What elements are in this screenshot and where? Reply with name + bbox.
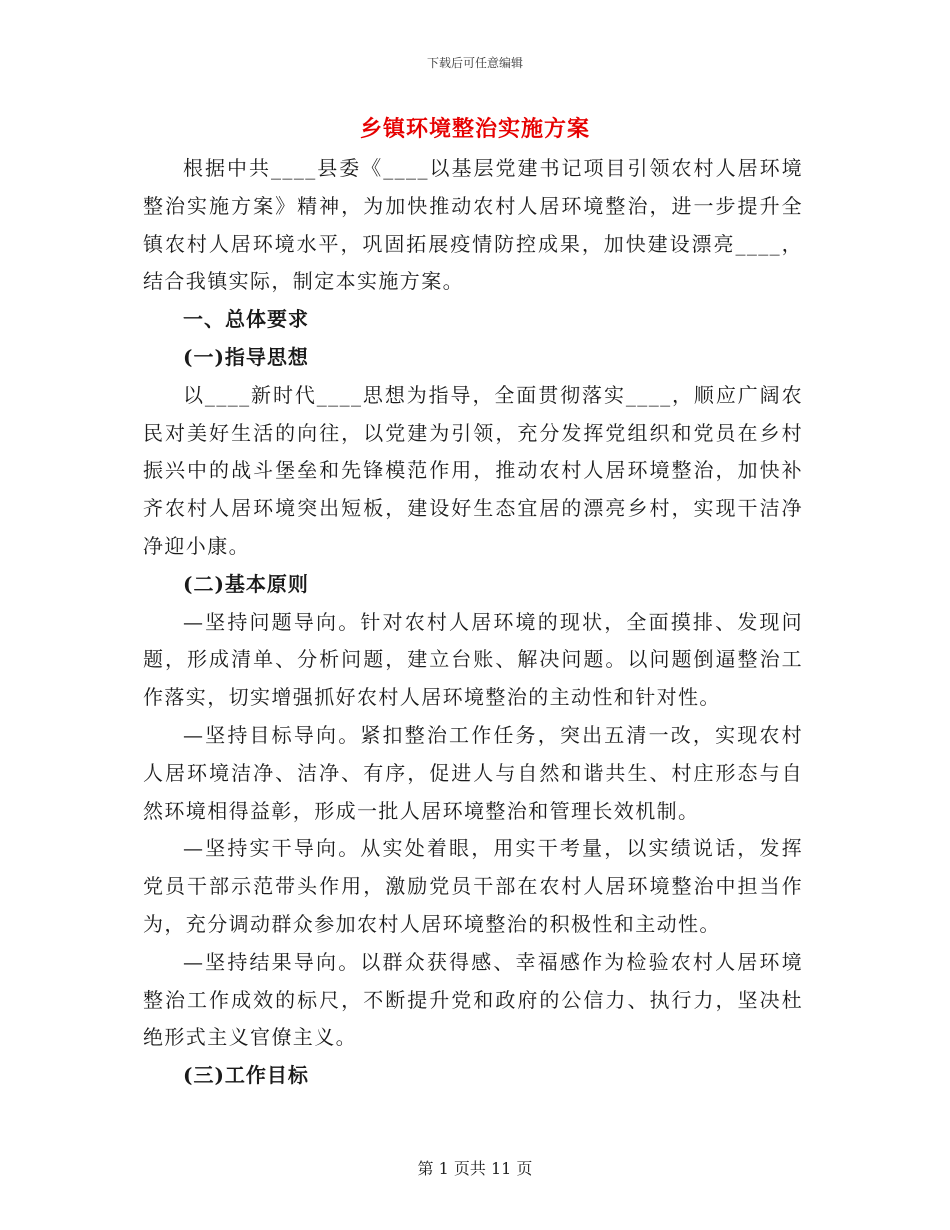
document-body: [143, 150, 803, 1095]
page-number-footer: 第 1 页共 11 页: [417, 1159, 533, 1178]
principle-goal-oriented: —坚持目标导向。紧扣整治工作任务，突出五清一改，实现农村人居环境洁净、洁净、有序，促进人与自然和谐共生、村庄形态与自然环境相得益彰，形成一批人居环境整治和管理长效机制。: [143, 722, 803, 823]
subsection-heading-basic-principles: (二)基本原则: [183, 571, 309, 596]
principle-practical-oriented: —坚持实干导向。从实处着眼，用实干考量，以实绩说话，发挥党员干部示范带头作用，激励党员干部在农村人居环境整治中担当作为，充分调动群众参加农村人居环境整治的积极性和主动性。: [143, 836, 803, 936]
subsection-heading-guiding-thought: (一)指导思想: [183, 344, 309, 369]
header-note: 下载后可任意编辑: [426, 56, 523, 70]
subsection-heading-work-goals: (三)工作目标: [183, 1063, 309, 1088]
document-title: 乡镇环境整治实施方案: [359, 116, 590, 142]
principle-problem-oriented: —坚持问题导向。针对农村人居环境的现状，全面摸排、发现问题，形成清单、分析问题，建立台账、解决问题。以问题倒逼整治工作落实，切实增强抓好农村人居环境整治的主动性和针对性。: [143, 609, 803, 710]
guiding-thought-paragraph: 以____新时代____思想为指导，全面贯彻落实____，顺应广阔农民对美好生活的向往，以党建为引领，充分发挥党组织和党员在乡村振兴中的战斗堡垒和先锋模范作用，推动农村人居环境整治，加快补齐农村人居环境突出短板，建设好生态宜居的漂亮乡村，实现干洁净净迎小康。: [143, 382, 803, 558]
section-heading-general-requirements: 一、总体要求: [183, 307, 309, 332]
principle-result-oriented: —坚持结果导向。以群众获得感、幸福感作为检验农村人居环境整治工作成效的标尺，不断提升党和政府的公信力、执行力，坚决杜绝形式主义官僚主义。: [143, 949, 803, 1050]
intro-paragraph: 根据中共____县委《____以基层党建书记项目引领农村人居环境整治实施方案》精神，为加快推动农村人居环境整治，进一步提升全镇农村人居环境水平，巩固拓展疫情防控成果，加快建设漂亮____，结合我镇实际，制定本实施方案。: [143, 156, 803, 294]
